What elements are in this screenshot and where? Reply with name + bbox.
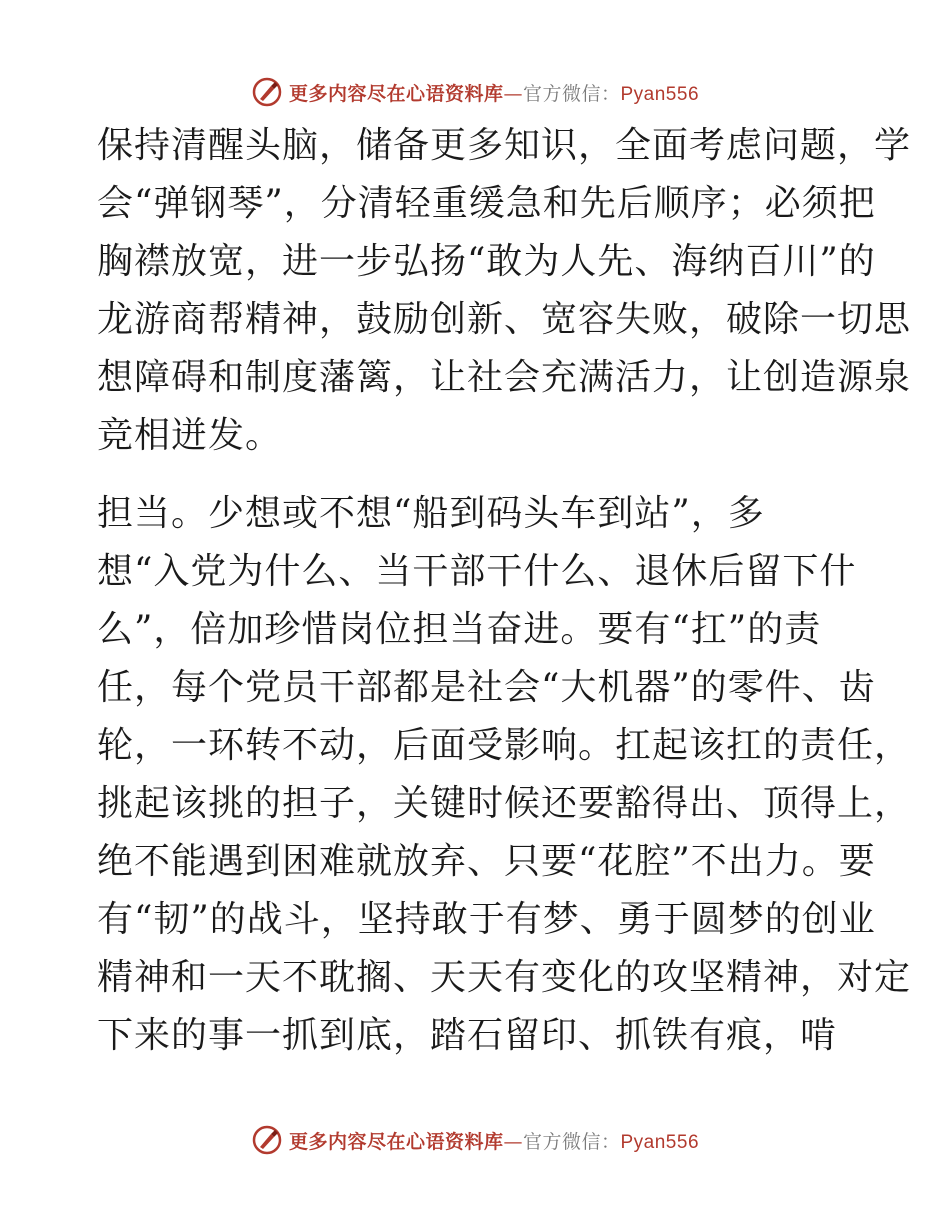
pen-circle-logo-icon — [251, 76, 283, 108]
text-line: 竞相迸发。 — [97, 415, 283, 456]
text-line: 轮，一环转不动，后面受影响。扛起该扛的责任， — [97, 725, 912, 766]
banner-wechat-label: 官方微信： — [522, 1130, 621, 1153]
text-line: 精神和一天不耽搁、天天有变化的攻坚精神，对定 — [97, 957, 912, 998]
text-line: 绝不能遇到困难就放弃、只要“花腔”不出力。要 — [97, 841, 876, 882]
banner-text — [289, 1127, 699, 1154]
text-line: 有“韧”的战斗，坚持敢于有梦、勇于圆梦的创业 — [97, 899, 876, 940]
text-line: 想障碍和制度藩篱，让社会充满活力，让创造源泉 — [97, 357, 912, 398]
text-line: 想“入党为什么、当干部干什么、退休后留下什 — [97, 551, 857, 592]
banner-wechat-id: Pyan556 — [620, 83, 700, 105]
banner-wechat-id: Pyan556 — [620, 1131, 700, 1153]
header-banner — [0, 72, 950, 112]
pen-circle-logo-icon — [251, 1124, 283, 1156]
footer-banner — [0, 1120, 950, 1160]
banner-wechat-label: 官方微信： — [522, 82, 621, 105]
text-line: 担当。少想或不想“船到码头车到站”，多 — [97, 493, 765, 534]
text-line: 下来的事一抓到底，踏石留印、抓铁有痕，啃 — [97, 1015, 838, 1056]
banner-dash: — — [503, 1130, 523, 1153]
text-line: 么”，倍加珍惜岗位担当奋进。要有“扛”的责 — [97, 609, 822, 650]
banner-brand: 更多内容尽在心语资料库 — [288, 1130, 504, 1153]
text-line: 挑起该挑的担子，关键时候还要豁得出、顶得上， — [97, 783, 912, 824]
text-line: 保持清醒头脑，储备更多知识，全面考虑问题，学 — [97, 125, 912, 166]
banner-brand: 更多内容尽在心语资料库 — [288, 82, 504, 105]
banner-text — [289, 79, 699, 106]
text-line: 龙游商帮精神，鼓励创新、宽容失败，破除一切思 — [97, 299, 912, 340]
text-line: 胸襟放宽，进一步弘扬“敢为人先、海纳百川”的 — [97, 241, 876, 282]
text-line: 任，每个党员干部都是社会“大机器”的零件、齿 — [97, 667, 876, 708]
text-line: 会“弹钢琴”，分清轻重缓急和先后顺序；必须把 — [97, 183, 876, 224]
banner-dash: — — [503, 82, 523, 105]
